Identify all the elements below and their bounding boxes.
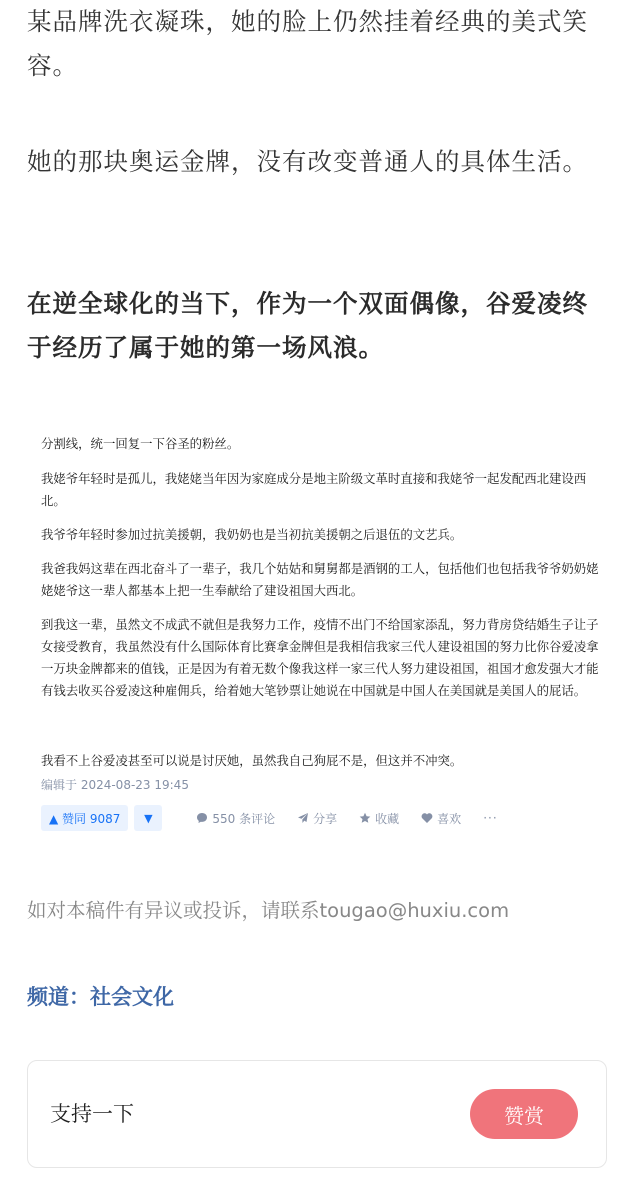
channel-link[interactable]: 频道：社会文化 (27, 985, 174, 1009)
share-icon (297, 812, 309, 824)
heart-icon (421, 812, 433, 824)
article-paragraph-bold: 在逆全球化的当下，作为一个双面偶像，谷爱凌终于经历了属于她的第一场风浪。 (27, 289, 588, 362)
favorite-label: 收藏 (375, 811, 400, 826)
vote-up-button[interactable]: ▲ 赞同 9087 (41, 805, 128, 831)
reward-button[interactable]: 赞赏 (470, 1089, 578, 1139)
share-button[interactable] (297, 810, 337, 827)
answer-paragraph: 我爷爷年轻时参加过抗美援朝，我奶奶也是当初抗美援朝之后退伍的文艺兵。 (41, 527, 463, 542)
answer-paragraph: 我爸我妈这辈在西北奋斗了一辈子，我几个姑姑和舅舅都是酒钢的工人，包括他们也包括我爷爷奶奶姥姥姥爷这一辈人都基本上把一生奉献给了建设祖国大西北。 (41, 561, 599, 598)
contact-notice: 如对本稿件有异议或投诉，请联系tougao@huxiu.com (27, 899, 510, 922)
edit-timestamp: 编辑于 2024-08-23 19:45 (41, 778, 189, 792)
more-options-button[interactable]: ··· (483, 811, 498, 825)
answer-paragraph: 分割线，统一回复一下谷圣的粉丝。 (41, 436, 240, 451)
article-paragraph: 某品牌洗衣凝珠，她的脸上仍然挂着经典的美式笑容。 (27, 7, 588, 80)
support-label: 支持一下 (50, 1102, 134, 1126)
answer-paragraph: 我姥爷年轻时是孤儿，我姥姥当年因为家庭成分是地主阶级文革时直接和我姥爷一起发配西北建设西北。 (41, 471, 587, 508)
support-card (27, 1060, 607, 1168)
like-label: 喜欢 (437, 811, 462, 826)
star-icon (359, 812, 371, 824)
favorite-button[interactable] (359, 810, 399, 827)
like-button[interactable] (421, 810, 461, 827)
vote-down-button[interactable]: ▼ (134, 805, 162, 831)
share-label: 分享 (313, 811, 338, 826)
answer-paragraph: 到我这一辈，虽然文不成武不就但是我努力工作，疫情不出门不给国家添乱，努力背房贷结婚生子让子女接受教育，我虽然没有什么国际体育比赛拿金牌但是我相信我家三代人建设祖国的努力比你谷爱凌拿一万块金牌都来的值钱，正是因为有着无数个像我这样一家三代人努力建设祖国，祖国才愈发强大才能有钱去收买谷爱凌这种雇佣兵，给着她大笔钞票让她说在中国就是中国人在美国就是美国人的屁话。 (41, 617, 599, 698)
article-paragraph: 她的那块奥运金牌，没有改变普通人的具体生活。 (27, 147, 588, 176)
comments-button[interactable] (196, 810, 275, 827)
answer-action-bar (41, 805, 561, 831)
comment-icon (196, 812, 208, 824)
answer-paragraph: 我看不上谷爱凌甚至可以说是讨厌她，虽然我自己狗屁不是，但这并不冲突。 (41, 753, 463, 768)
comments-label: 550 条评论 (212, 811, 276, 826)
